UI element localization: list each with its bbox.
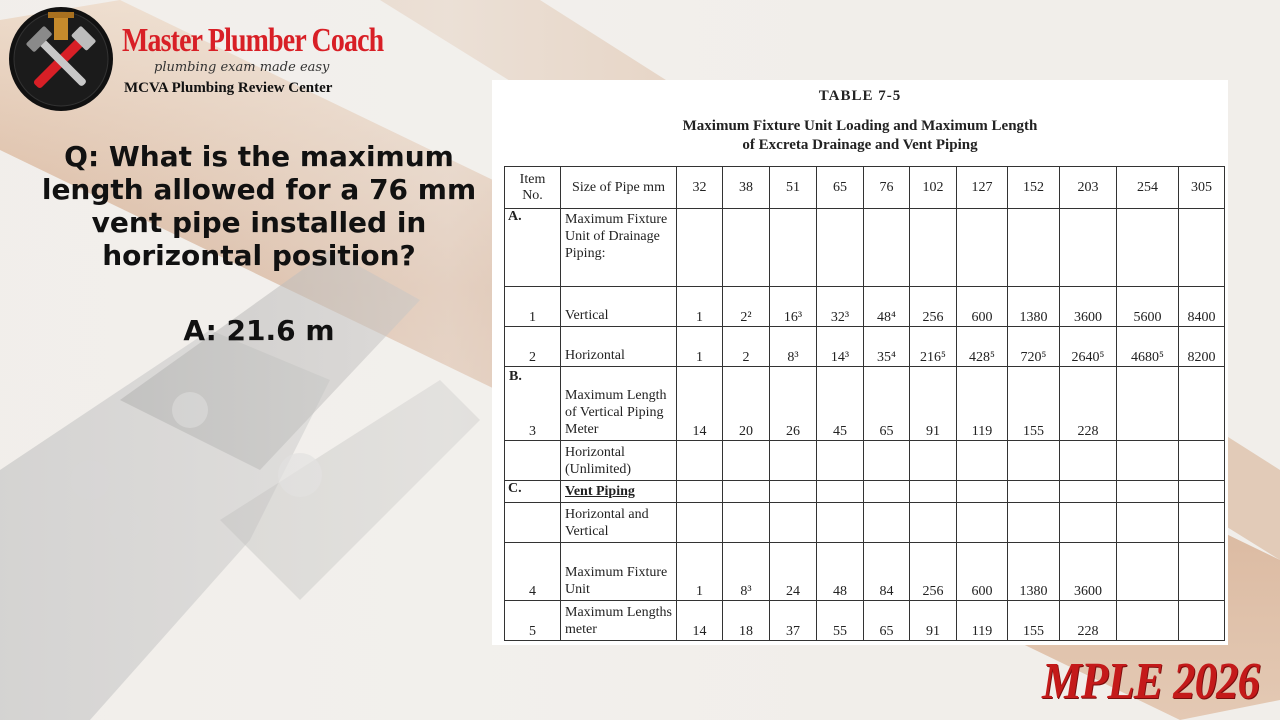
value-cell: 155 xyxy=(1008,367,1060,441)
pipe-wrench-and-hammer-icon xyxy=(8,6,114,112)
brand-tagline: plumbing exam made easy xyxy=(154,60,330,75)
size-cell: 76 xyxy=(864,167,910,209)
value-cell: 1 xyxy=(677,327,723,367)
value-cell: 84 xyxy=(864,543,910,601)
row-label: Horizontal (Unlimited) xyxy=(561,441,677,481)
value-cell: 3600 xyxy=(1060,543,1117,601)
value-cell: 2640⁵ xyxy=(1060,327,1117,367)
table-scan xyxy=(492,80,1228,645)
brand-block xyxy=(122,22,441,96)
row-number-cell xyxy=(505,367,561,441)
row-number: 1 xyxy=(505,287,561,327)
row-label: Maximum Lengths meter xyxy=(561,601,677,641)
table-title: TABLE 7-5 xyxy=(818,88,902,104)
table-row-1 xyxy=(505,287,1225,327)
value-cell: 55 xyxy=(817,601,864,641)
value-cell: 1380 xyxy=(1008,287,1060,327)
value-cell: 14 xyxy=(677,367,723,441)
row-label: Maximum Fixture Unit xyxy=(561,543,677,601)
size-cell: 51 xyxy=(770,167,817,209)
value-cell: 228 xyxy=(1060,601,1117,641)
section-a-description: Maximum Fixture Unit of Drainage Piping: xyxy=(561,209,677,287)
value-cell: 228 xyxy=(1060,367,1117,441)
value-cell: 428⁵ xyxy=(957,327,1008,367)
value-cell: 119 xyxy=(957,601,1008,641)
value-cell: 2² xyxy=(723,287,770,327)
value-cell: 8³ xyxy=(723,543,770,601)
value-cell: 119 xyxy=(957,367,1008,441)
row-number: 3 xyxy=(529,424,536,439)
value-cell: 2 xyxy=(723,327,770,367)
fixture-unit-table xyxy=(504,166,1225,641)
value-cell: 600 xyxy=(957,287,1008,327)
size-cell: 152 xyxy=(1008,167,1060,209)
value-cell: 8400 xyxy=(1179,287,1225,327)
value-cell: 3600 xyxy=(1060,287,1117,327)
table-header-row xyxy=(505,167,1225,209)
row-label: Horizontal xyxy=(561,327,677,367)
question-text: Q: What is the maximum length allowed for a 76 mm vent pipe installed in horizontal position? xyxy=(41,140,477,272)
value-cell: 720⁵ xyxy=(1008,327,1060,367)
size-cell: 254 xyxy=(1117,167,1179,209)
row-label: Maximum Length of Vertical Piping Meter xyxy=(561,367,677,441)
table-row-2 xyxy=(505,327,1225,367)
size-cell: 102 xyxy=(910,167,957,209)
value-cell: 48 xyxy=(817,543,864,601)
value-cell: 1380 xyxy=(1008,543,1060,601)
row-number: 5 xyxy=(505,601,561,641)
section-c-row xyxy=(505,481,1225,503)
value-cell: 1 xyxy=(677,287,723,327)
row-number: 4 xyxy=(505,543,561,601)
size-cell: 38 xyxy=(723,167,770,209)
value-cell: 48⁴ xyxy=(864,287,910,327)
value-cell: 65 xyxy=(864,601,910,641)
value-cell: 26 xyxy=(770,367,817,441)
value-cell: 256 xyxy=(910,543,957,601)
section-a-label: A. xyxy=(505,209,561,287)
vent-piping-label: Vent Piping xyxy=(561,481,677,503)
section-c-label: C. xyxy=(505,481,561,503)
value-cell: 8200 xyxy=(1179,327,1225,367)
value-cell: 8³ xyxy=(770,327,817,367)
answer-text: A: 21.6 m xyxy=(183,314,335,347)
table-row-4 xyxy=(505,543,1225,601)
value-cell: 256 xyxy=(910,287,957,327)
horizontal-vertical-row xyxy=(505,503,1225,543)
value-cell: 35⁴ xyxy=(864,327,910,367)
value-cell: 1 xyxy=(677,543,723,601)
value-cell: 14³ xyxy=(817,327,864,367)
value-cell: 4680⁵ xyxy=(1117,327,1179,367)
value-cell: 16³ xyxy=(770,287,817,327)
size-cell: 127 xyxy=(957,167,1008,209)
value-cell: 18 xyxy=(723,601,770,641)
value-cell: 32³ xyxy=(817,287,864,327)
size-cell: 65 xyxy=(817,167,864,209)
value-cell: 155 xyxy=(1008,601,1060,641)
section-b-label: B. xyxy=(509,369,522,384)
value-cell: 91 xyxy=(910,601,957,641)
size-cell: 305 xyxy=(1179,167,1225,209)
row-label: Vertical xyxy=(561,287,677,327)
horizontal-unlimited-row xyxy=(505,441,1225,481)
review-center-name: MCVA Plumbing Review Center xyxy=(124,80,333,96)
row-label: Horizontal and Vertical xyxy=(561,503,677,543)
value-cell: 14 xyxy=(677,601,723,641)
value-cell: 216⁵ xyxy=(910,327,957,367)
size-cell: 32 xyxy=(677,167,723,209)
value-cell: 5600 xyxy=(1117,287,1179,327)
value-cell: 24 xyxy=(770,543,817,601)
table-row-3 xyxy=(505,367,1225,441)
table-subtitle-line1: Maximum Fixture Unit Loading and Maximum Length xyxy=(682,118,1038,134)
table-subtitle-line2: of Excreta Drainage and Vent Piping xyxy=(742,137,978,153)
table-row-5 xyxy=(505,601,1225,641)
value-cell: 45 xyxy=(817,367,864,441)
section-a-row xyxy=(505,209,1225,287)
header-pipe-size: Size of Pipe mm xyxy=(561,167,677,209)
exam-badge: MPLE 2026 xyxy=(1042,653,1260,710)
value-cell: 65 xyxy=(864,367,910,441)
value-cell: 20 xyxy=(723,367,770,441)
value-cell: 91 xyxy=(910,367,957,441)
row-number: 2 xyxy=(505,327,561,367)
value-cell: 37 xyxy=(770,601,817,641)
value-cell: 600 xyxy=(957,543,1008,601)
header-item-no: Item No. xyxy=(505,167,561,209)
size-cell: 203 xyxy=(1060,167,1117,209)
brand-name: Master Plumber Coach xyxy=(122,22,384,59)
